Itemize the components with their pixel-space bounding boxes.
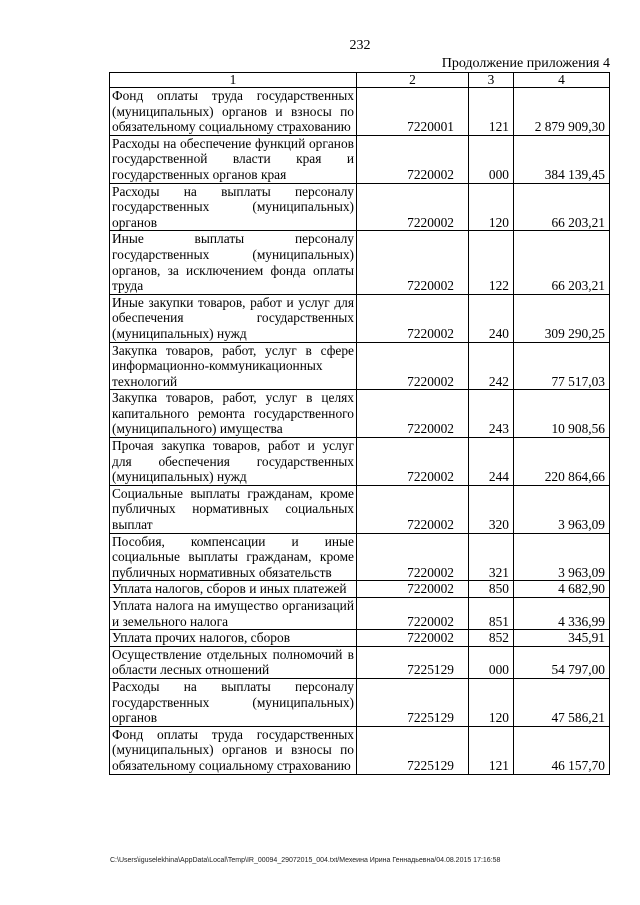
column-header-2: 2 [357, 73, 469, 88]
table-row [110, 581, 610, 598]
row-name-cell: Расходы на выплаты персоналу государственных (муниципальных) органов [110, 183, 357, 231]
row-name-cell: Иные закупки товаров, работ и услуг для обеспечения государственных (муниципальных) нужд [110, 294, 357, 342]
row-code-cell: 7225129 [357, 678, 469, 726]
row-amount-cell: 309 290,25 [514, 294, 610, 342]
row-kind-cell: 320 [469, 485, 514, 533]
row-code-cell: 7220002 [357, 342, 469, 390]
table-row [110, 726, 610, 774]
budget-table [109, 72, 610, 775]
row-kind-cell: 120 [469, 183, 514, 231]
row-code-cell: 7220002 [357, 485, 469, 533]
row-code-cell: 7220001 [357, 88, 469, 136]
row-amount-cell: 54 797,00 [514, 646, 610, 678]
row-amount-cell: 4 682,90 [514, 581, 610, 598]
column-header-4: 4 [514, 73, 610, 88]
row-kind-cell: 850 [469, 581, 514, 598]
column-header-3: 3 [469, 73, 514, 88]
row-name-cell: Расходы на выплаты персоналу государственных (муниципальных) органов [110, 678, 357, 726]
row-code-cell: 7220002 [357, 183, 469, 231]
row-amount-cell: 3 963,09 [514, 533, 610, 581]
row-amount-cell: 220 864,66 [514, 438, 610, 486]
page-number: 232 [349, 38, 371, 53]
row-name-cell: Фонд оплаты труда государственных (муниципальных) органов и взносы по обязательному социальному страхованию [110, 88, 357, 136]
row-amount-cell: 384 139,45 [514, 135, 610, 183]
row-kind-cell: 321 [469, 533, 514, 581]
row-amount-cell: 4 336,99 [514, 598, 610, 630]
row-name-cell: Закупка товаров, работ, услуг в сфере информационно-коммуникационных технологий [110, 342, 357, 390]
row-kind-cell: 242 [469, 342, 514, 390]
row-amount-cell: 345,91 [514, 630, 610, 647]
row-amount-cell: 2 879 909,30 [514, 88, 610, 136]
table-row [110, 646, 610, 678]
row-amount-cell: 66 203,21 [514, 231, 610, 294]
row-name-cell: Социальные выплаты гражданам, кроме публичных нормативных социальных выплат [110, 485, 357, 533]
row-name-cell: Пособия, компенсации и иные социальные выплаты гражданам, кроме публичных нормативных обязательств [110, 533, 357, 581]
row-code-cell: 7220002 [357, 630, 469, 647]
table-row [110, 135, 610, 183]
table-row [110, 678, 610, 726]
row-name-cell: Прочая закупка товаров, работ и услуг для обеспечения государственных (муниципальных) нужд [110, 438, 357, 486]
row-name-cell: Закупка товаров, работ, услуг в целях капитального ремонта государственного (муниципального) имущества [110, 390, 357, 438]
row-kind-cell: 000 [469, 646, 514, 678]
table-row [110, 88, 610, 136]
table-row [110, 183, 610, 231]
row-amount-cell: 47 586,21 [514, 678, 610, 726]
row-kind-cell: 121 [469, 726, 514, 774]
table-row [110, 485, 610, 533]
row-kind-cell: 121 [469, 88, 514, 136]
row-code-cell: 7220002 [357, 231, 469, 294]
row-name-cell: Фонд оплаты труда государственных (муниципальных) органов и взносы по обязательному социальному страхованию [110, 726, 357, 774]
row-kind-cell: 243 [469, 390, 514, 438]
table-row [110, 294, 610, 342]
row-kind-cell: 240 [469, 294, 514, 342]
row-code-cell: 7220002 [357, 581, 469, 598]
table-row [110, 231, 610, 294]
row-code-cell: 7220002 [357, 390, 469, 438]
row-kind-cell: 852 [469, 630, 514, 647]
row-code-cell: 7220002 [357, 438, 469, 486]
row-code-cell: 7225129 [357, 646, 469, 678]
row-name-cell: Расходы на обеспечение функций органов государственной власти края и государственных органов края [110, 135, 357, 183]
row-code-cell: 7220002 [357, 294, 469, 342]
table-row [110, 630, 610, 647]
row-kind-cell: 851 [469, 598, 514, 630]
row-amount-cell: 3 963,09 [514, 485, 610, 533]
row-name-cell: Иные выплаты персоналу государственных (муниципальных) органов, за исключением фонда оплаты труда [110, 231, 357, 294]
row-kind-cell: 244 [469, 438, 514, 486]
table-header-row [110, 73, 610, 88]
continuation-label: Продолжение приложения 4 [441, 56, 610, 71]
row-kind-cell: 120 [469, 678, 514, 726]
row-kind-cell: 000 [469, 135, 514, 183]
row-name-cell: Уплата налога на имущество организаций и земельного налога [110, 598, 357, 630]
column-header-1: 1 [110, 73, 357, 88]
row-code-cell: 7225129 [357, 726, 469, 774]
table-row [110, 438, 610, 486]
row-name-cell: Осуществление отдельных полномочий в области лесных отношений [110, 646, 357, 678]
row-name-cell: Уплата налогов, сборов и иных платежей [110, 581, 357, 598]
table-row [110, 342, 610, 390]
row-amount-cell: 77 517,03 [514, 342, 610, 390]
row-amount-cell: 10 908,56 [514, 390, 610, 438]
row-amount-cell: 46 157,70 [514, 726, 610, 774]
row-code-cell: 7220002 [357, 135, 469, 183]
table-row [110, 533, 610, 581]
row-amount-cell: 66 203,21 [514, 183, 610, 231]
row-name-cell: Уплата прочих налогов, сборов [110, 630, 357, 647]
table-row [110, 598, 610, 630]
file-path-footer: C:\Users\iguselekhina\AppData\Local\Temp\IR_00094_29072015_004.txt/Мехеина Ирина Геннадьевна/04.08.2015 17:16:58 [110, 857, 501, 864]
row-code-cell: 7220002 [357, 533, 469, 581]
table-row [110, 390, 610, 438]
row-kind-cell: 122 [469, 231, 514, 294]
row-code-cell: 7220002 [357, 598, 469, 630]
